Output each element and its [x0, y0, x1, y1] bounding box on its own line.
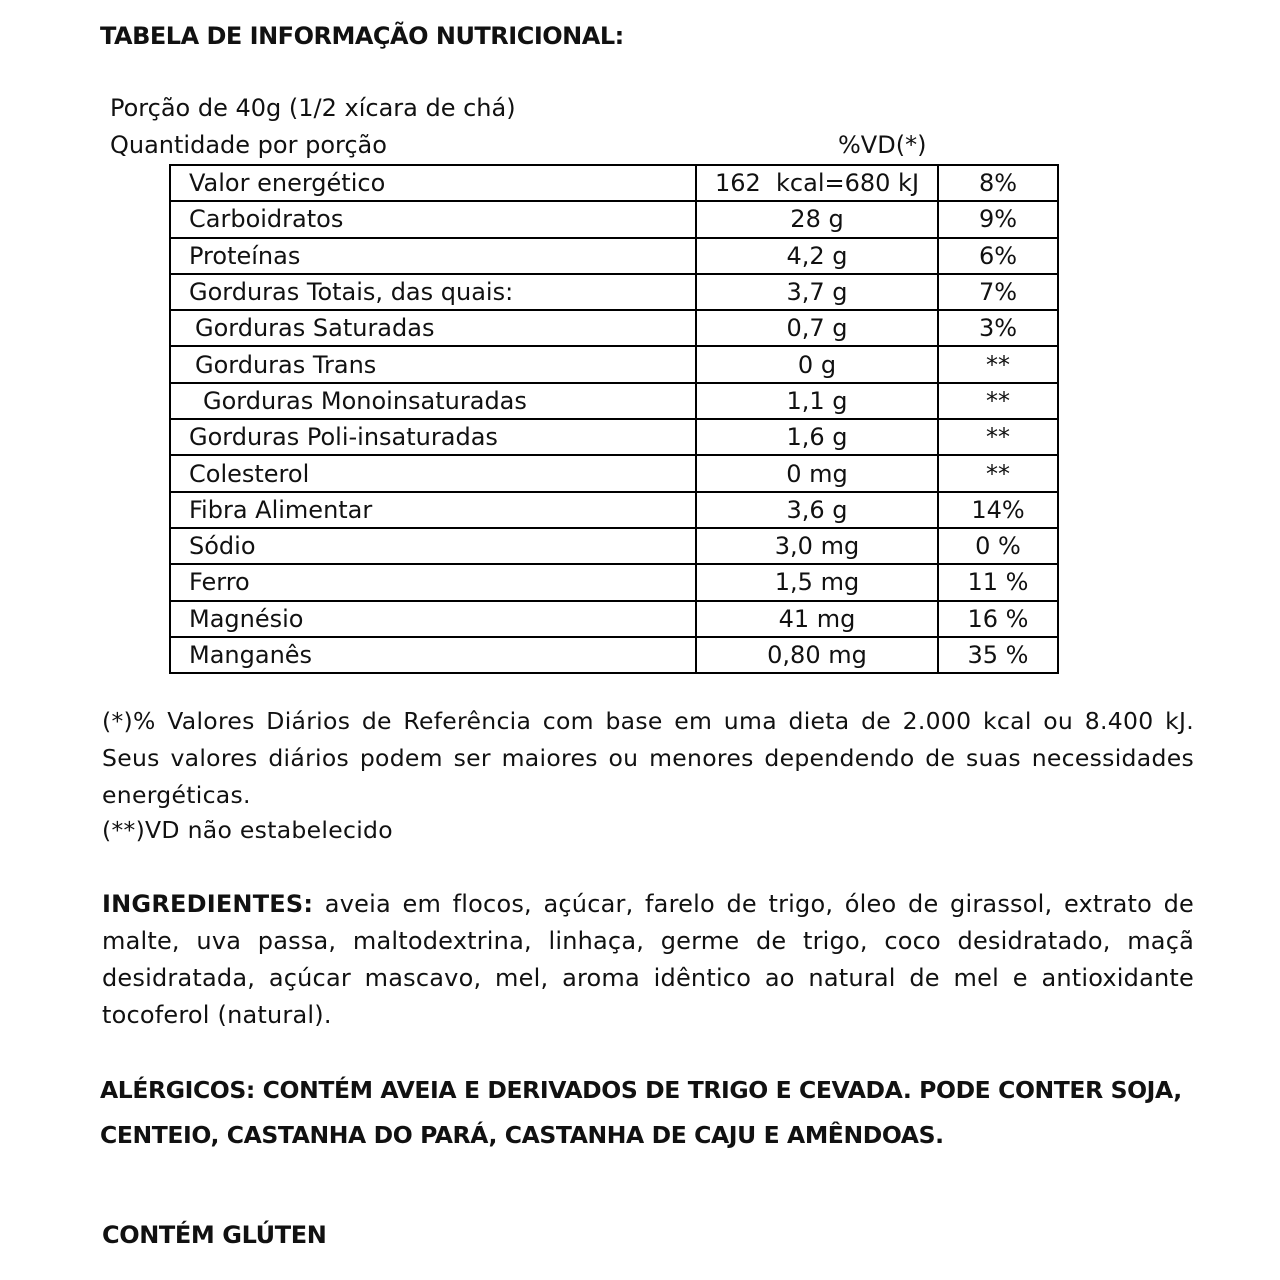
table-row	[170, 419, 1058, 455]
table-title: TABELA DE INFORMAÇÃO NUTRICIONAL:	[100, 22, 624, 50]
nutrient-name: Ferro	[170, 564, 696, 600]
nutrient-quantity: 4,2 g	[696, 238, 938, 274]
nutrient-quantity: 1,5 mg	[696, 564, 938, 600]
quantity-label: Quantidade por porção	[110, 131, 387, 159]
nutrient-vd: 14%	[938, 492, 1058, 528]
nutrient-quantity: 1,6 g	[696, 419, 938, 455]
nutrient-quantity: 3,7 g	[696, 274, 938, 310]
nutrient-name: Carboidratos	[170, 201, 696, 237]
nutrient-name: Valor energético	[170, 165, 696, 201]
nutrient-name: Sódio	[170, 528, 696, 564]
table-row	[170, 455, 1058, 491]
nutrient-quantity: 3,6 g	[696, 492, 938, 528]
ingredients-paragraph	[102, 886, 1194, 1034]
footnote-reference-values: (*)% Valores Diários de Referência com base em uma dieta de 2.000 kcal ou 8.400 kJ. Seus valores diários podem ser maiores ou menores dependendo de suas necessidades energéticas.	[102, 707, 1194, 809]
nutrient-vd: 35 %	[938, 637, 1058, 673]
table-row	[170, 492, 1058, 528]
nutrient-quantity: 41 mg	[696, 601, 938, 637]
allergens-warning: ALÉRGICOS: CONTÉM AVEIA E DERIVADOS DE TRIGO E CEVADA. PODE CONTER SOJA, CENTEIO, CASTANHA DO PARÁ, CASTANHA DE CAJU E AMÊNDOAS.	[100, 1076, 1182, 1149]
nutrient-name: Gorduras Poli-insaturadas	[170, 419, 696, 455]
nutrient-name: Gorduras Totais, das quais:	[170, 274, 696, 310]
table-row	[170, 165, 1058, 201]
table-row	[170, 310, 1058, 346]
nutrient-name: Gorduras Saturadas	[170, 310, 696, 346]
nutrient-name: Manganês	[170, 637, 696, 673]
nutrition-table	[169, 164, 1059, 674]
nutrient-quantity: 0 mg	[696, 455, 938, 491]
nutrient-vd: 0 %	[938, 528, 1058, 564]
nutrient-vd: 16 %	[938, 601, 1058, 637]
vd-header: %VD(*)	[838, 131, 927, 159]
nutrient-name: Gorduras Trans	[170, 346, 696, 382]
table-row	[170, 274, 1058, 310]
gluten-warning: CONTÉM GLÚTEN	[102, 1221, 327, 1249]
ingredients-label: INGREDIENTES:	[102, 890, 314, 918]
table-row	[170, 383, 1058, 419]
table-row	[170, 528, 1058, 564]
nutrient-name: Proteínas	[170, 238, 696, 274]
nutrient-vd: 9%	[938, 201, 1058, 237]
footnote-vd-not-established: (**)VD não estabelecido	[102, 816, 393, 844]
nutrient-vd: **	[938, 419, 1058, 455]
nutrient-name: Magnésio	[170, 601, 696, 637]
table-row	[170, 601, 1058, 637]
nutrient-quantity: 3,0 mg	[696, 528, 938, 564]
table-row	[170, 637, 1058, 673]
nutrient-vd: **	[938, 455, 1058, 491]
nutrient-vd: 8%	[938, 165, 1058, 201]
nutrient-vd: **	[938, 383, 1058, 419]
portion-size: Porção de 40g (1/2 xícara de chá)	[110, 94, 516, 122]
nutrient-quantity: 162 kcal=680 kJ	[696, 165, 938, 201]
nutrient-name: Fibra Alimentar	[170, 492, 696, 528]
nutrient-name: Colesterol	[170, 455, 696, 491]
nutrient-quantity: 1,1 g	[696, 383, 938, 419]
nutrient-vd: 6%	[938, 238, 1058, 274]
nutrient-quantity: 28 g	[696, 201, 938, 237]
nutrient-quantity: 0,80 mg	[696, 637, 938, 673]
table-row	[170, 238, 1058, 274]
nutrient-vd: 7%	[938, 274, 1058, 310]
nutrient-vd: 11 %	[938, 564, 1058, 600]
nutrient-quantity: 0,7 g	[696, 310, 938, 346]
nutrient-vd: 3%	[938, 310, 1058, 346]
table-row	[170, 201, 1058, 237]
ingredients-text: aveia em flocos, açúcar, farelo de trigo, óleo de girassol, extrato de malte, uva passa, maltodextrina, linhaça, germe de trigo, coco desidratado, maçã desidratada, açúcar mascavo, mel, aroma idêntico ao natural de mel e antioxidante tocoferol (natural).	[102, 890, 1194, 1029]
table-row	[170, 346, 1058, 382]
nutrient-quantity: 0 g	[696, 346, 938, 382]
nutrient-vd: **	[938, 346, 1058, 382]
table-row	[170, 564, 1058, 600]
nutrient-name: Gorduras Monoinsaturadas	[170, 383, 696, 419]
